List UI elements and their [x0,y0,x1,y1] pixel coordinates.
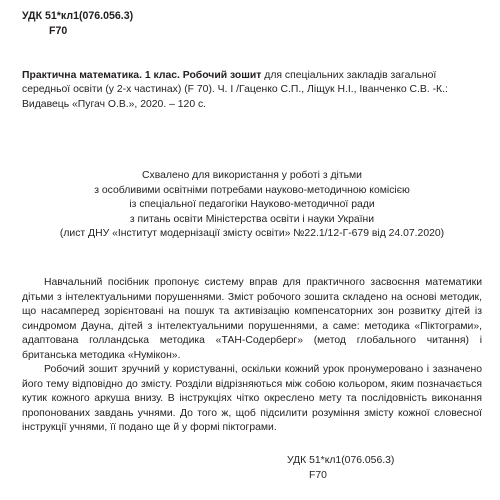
approval-line: (лист ДНУ «Інститут модернізації змісту освіти» №22.1/12-Г-679 від 24.07.2020) [59,228,445,239]
approval-line: із спеціальної педагогіки Науково-методичної ради [129,199,375,210]
udk-code: УДК 51*кл1(076.056.3) [287,455,395,466]
abstract-paragraph: Робочий зошит зручний у користуванні, оскільки кожний урок пронумеровано і зазначено його тему відповідно до змісту. Розділи відрізняються між собою кольором, яким позначається кутик кожного аркуша внизу. В інструкціях чітко окреслено мету та послідовність виконання пропонованих завдань учнями. До того ж, щоб підсилити розуміння змісту кожної словесної інструкції учнями, її подано ще й у формі піктограми. [22,364,482,433]
bibliographic-description [22,69,484,112]
book-title: Практична математика. 1 клас. Робочий зошит [22,70,262,81]
approval-line: з питань освіти Міністерства освіти і науки України [129,213,375,225]
approval-line: з особливими освітніми потребами науково-методичною комісією [94,184,410,196]
udk-footer [287,453,394,483]
book-description: для спеціальних закладів загальної середньої освіти (у 2-х частинах) (F 70). Ч. І /Гаценко С.П., Ліщук Н.І., Іванченко С.В. -К.: Видавець «Пугач О.В.», 2020. – 120 с. [22,70,448,110]
approval-line: Схвалено для використання у роботі з дітьми [142,170,362,181]
udk-code: УДК 51*кл1(076.056.3) [22,10,134,22]
bbk-code: F70 [49,25,68,37]
abstract-paragraph: Навчальний посібник пропонує систему вправ для практичного засвоєння математики дітьми з інтелектуальними порушеннями. Зміст робочого зошита складено на основі методик, що насамперед зорієнтовані на пошук та активізацію компенсаторних зон розвитку дітей із синдромом Дауна, дітей з інтелектуальними порушеннями, а саме: методика «Піктограми», адаптована голландська методика «ТАН-Содерберг» (метод глобального читання) і британська методика «Нумікон». [22,277,482,361]
abstract [22,276,482,436]
bbk-code: F70 [309,470,327,481]
udk-header [22,9,133,39]
approval-notice [22,169,482,242]
